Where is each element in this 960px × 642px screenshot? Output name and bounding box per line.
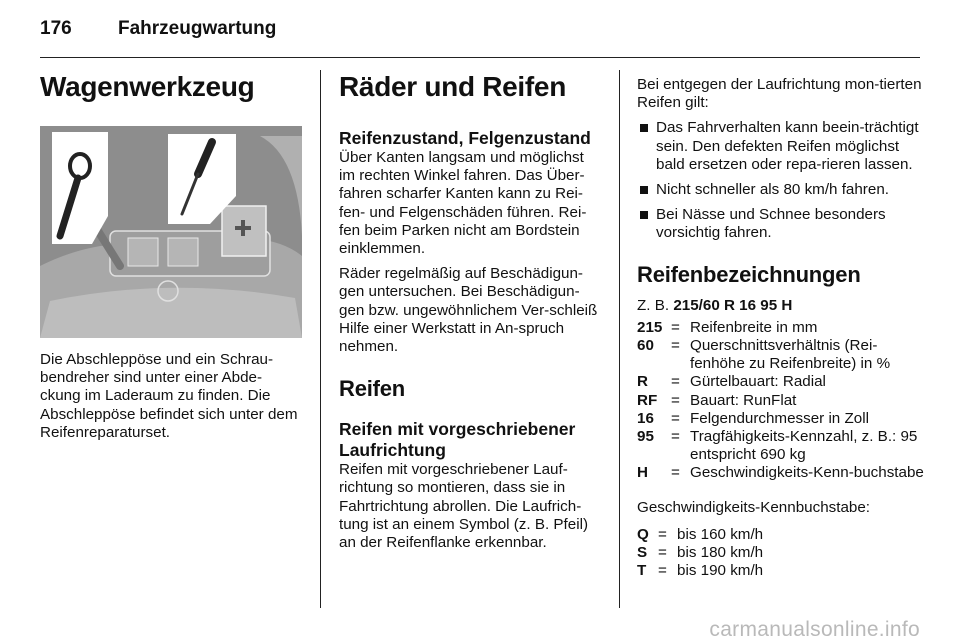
- laufrichtung-subheading: Reifen mit vorgeschriebener Laufrichtung: [339, 419, 576, 461]
- tire-code: 215/60 R 16 95 H: [673, 296, 793, 314]
- raeder-und-reifen-heading: Räder und Reifen: [339, 71, 567, 102]
- column-divider-2: [619, 70, 620, 608]
- definition-row: H = Geschwindigkeits-Kenn-buchstabe: [637, 464, 924, 482]
- reifenzustand-subheading: Reifenzustand, Felgenzustand: [339, 128, 591, 148]
- toolkit-caption: Die Abschleppöse und ein Schrau-bendreher sind unter einer Abde-ckung im Laderaum zu finden. Die Abschleppöse befindet sich unter dem Reifenreparaturset.: [40, 351, 298, 441]
- speed-row: S = bis 180 km/h: [637, 544, 764, 562]
- section-title: Fahrzeugwartung: [118, 18, 277, 39]
- definition-row: R = Gürtelbauart: Radial: [637, 373, 826, 391]
- wagenwerkzeug-heading: Wagenwerkzeug: [40, 71, 255, 102]
- raeder-pruefen-paragraph: Räder regelmäßig auf Beschädigun-gen untersuchen. Bei Beschädigun-gen bzw. ungewöhnlichem Ver-schleiß Hilfe einer Werkstatt in An-spruch nehmen.: [339, 265, 598, 356]
- list-item: Das Fahrverhalten kann beein-trächtigt sein. Den defekten Reifen möglichst bald ersetzen oder repa-rieren lassen.: [637, 119, 927, 174]
- definition-row: 16 = Felgendurchmesser in Zoll: [637, 409, 869, 427]
- column-raeder-und-reifen: [339, 70, 603, 552]
- definition-row: 215 = Reifenbreite in mm: [637, 318, 818, 336]
- speed-index-title: Geschwindigkeits-Kennbuchstabe:: [637, 498, 871, 516]
- reifenzustand-paragraph: Über Kanten langsam und möglichst im rechten Winkel fahren. Das Über-fahren scharfer Kanten kann zu Rei-fen- und Felgenschäden führen. Rei-fen beim Parken nicht am Bordstein einklemmen.: [339, 149, 587, 258]
- column-divider-1: [320, 70, 321, 608]
- definition-row: 60 = Querschnittsverhältnis (Rei-fenhöhe zu Reifenbreite) in %: [637, 337, 891, 373]
- page-header: [40, 18, 276, 48]
- speed-index-list: [637, 526, 927, 581]
- speed-row: Q = bis 160 km/h: [637, 525, 764, 543]
- definition-row: 95 = Tragfähigkeits-Kennzahl, z. B.: 95 entspricht 690 kg: [637, 428, 918, 464]
- reifenbezeichnungen-heading: Reifenbezeichnungen: [637, 261, 861, 287]
- tire-code-example: Z. B. 215/60 R 16 95 H: [637, 296, 793, 314]
- column-wagenwerkzeug: [40, 70, 302, 442]
- laufrichtung-paragraph: Reifen mit vorgeschriebener Lauf-richtung so montieren, dass sie in Fahrtrichtung abrollen. Die Laufrich-tung ist an einem Symbol (z. B. Pfeil) an der Reifenflanke erkennbar.: [339, 461, 589, 552]
- laufrichtung-intro: Bei entgegen der Laufrichtung mon-tierten Reifen gilt:: [637, 76, 922, 112]
- page-number: 176: [40, 18, 72, 39]
- illustration-svg: [40, 126, 302, 338]
- bullet-square-icon: [640, 124, 648, 132]
- watermark: carmanualsonline.info: [709, 618, 920, 641]
- column-reifenbezeichnungen: [637, 70, 927, 580]
- speed-row: T = bis 190 km/h: [637, 562, 764, 580]
- bullet-list: [637, 119, 927, 242]
- bullet-square-icon: [640, 186, 648, 194]
- bullet-square-icon: [640, 211, 648, 219]
- luggage-compartment-illustration: [40, 126, 302, 338]
- list-item: Bei Nässe und Schnee besonders vorsichtig fahren.: [637, 206, 927, 242]
- header-rule: [40, 57, 920, 58]
- tire-code-definitions: [637, 319, 927, 483]
- reifen-heading: Reifen: [339, 376, 406, 402]
- list-item: Nicht schneller als 80 km/h fahren.: [637, 181, 927, 199]
- definition-row: RF = Bauart: RunFlat: [637, 391, 797, 409]
